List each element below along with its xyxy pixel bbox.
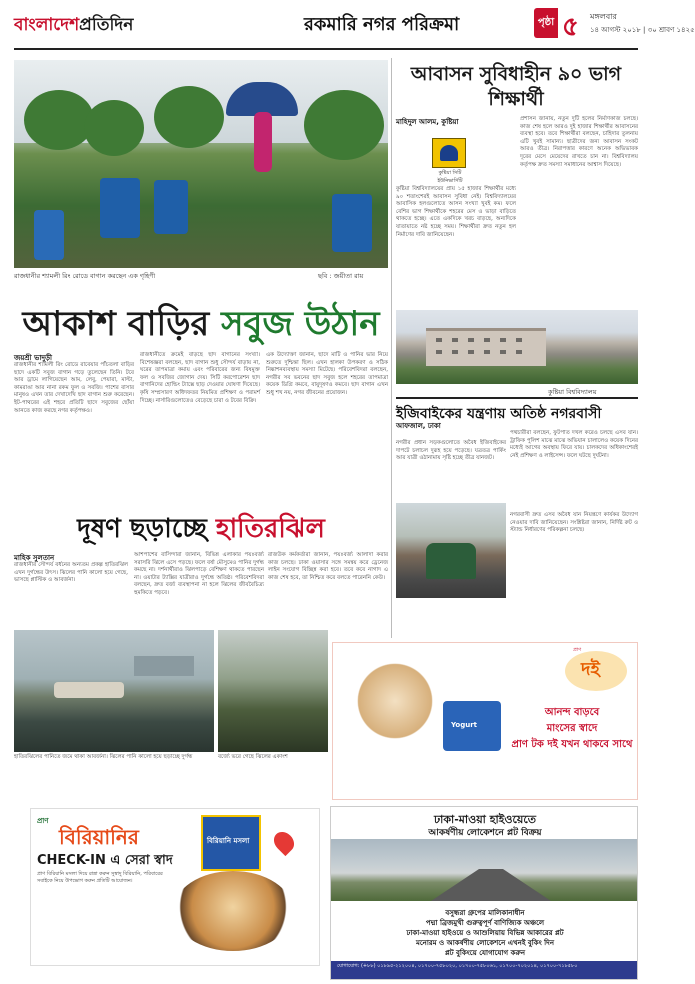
ezbike-photo xyxy=(396,503,506,598)
page-label: পৃষ্ঠা xyxy=(534,8,558,38)
campus-photo xyxy=(396,310,638,384)
hatirjheel-byline: মাহিক সুলতান xyxy=(14,554,55,562)
ezbike-byline: আফজাল, ঢাকা xyxy=(396,422,441,430)
hatirjheel-headline-part1: দূষণ ছড়াচ্ছে xyxy=(77,514,207,544)
rooftop-headline-part1: আকাশ বাড়ির xyxy=(22,304,210,344)
rooftop-photo-caption: রাজধানীর শ্যামলী রিং রোডে বাগান করছেন এক গৃহিণী xyxy=(14,272,156,280)
ezbike-headline: ইজিবাইকের যন্ত্রণায় অতিষ্ঠ নগরবাসী xyxy=(396,397,638,426)
hatirjheel-headline xyxy=(14,508,388,552)
column-divider xyxy=(391,58,392,638)
hatirjheel-headline-part2: হাতিরঝিল xyxy=(215,514,325,544)
rooftop-photo-credit: ছবি : জয়ীতা রায় xyxy=(318,272,364,280)
dhaka-mawa-plot-advertisement[interactable] xyxy=(330,806,638,980)
yogurt-cup-label: Yogurt xyxy=(451,721,478,729)
brand-part2: প্রতিদিন xyxy=(79,15,134,35)
housing-body-col1: কুষ্টিয়া বিশ্ববিদ্যালয়ের প্রায় ১৫ হাজার শিক্ষার্থীর মধ্যে ৯০ শতাংশেরই আবাসন সুবিধা নেই। বিশ্ববিদ্যালয়ের আবাসিক হলগুলোতে আসন সংখ্যা খুবই কম। ফলে বেশির ভাগ শিক্ষার্থীকে শহরের মেস ও ভাড়া বাড়িতে থাকতে হচ্ছে। এতে একদিকে খরচ বাড়ছে, অন্যদিকে যাতায়াতে নষ্ট হচ্ছে সময়। শিক্ষার্থীরা দ্রুত নতুন হল নির্মাণের দাবি জানিয়েছেন। xyxy=(396,186,516,238)
mawa-ad-title: ঢাকা-মাওয়া হাইওয়েতে xyxy=(433,813,537,826)
spice-box-label: বিরিয়ানি মসলা xyxy=(207,837,250,845)
hatirjheel-body-col1: রাজধানীর সৌন্দর্য বর্ধনের অন্যতম প্রকল্প হাতিরঝিল এখন দুর্গন্ধের উৎস। ঝিলের পানি কালো হয়ে গেছে, ভাসছে প্লাস্টিক ও আবর্জনা। xyxy=(14,562,128,584)
masthead xyxy=(14,6,695,50)
doi-logo-text: দই xyxy=(581,659,600,680)
newspaper-brand xyxy=(14,12,133,40)
doi-brand: প্রাণ xyxy=(573,647,582,653)
issue-day: মঙ্গলবার xyxy=(590,12,617,21)
hatirjheel-canal-photo xyxy=(218,630,328,752)
biryani-title: বিরিয়ানির xyxy=(59,825,139,849)
doi-tagline-1: আনন্দ বাড়বে xyxy=(544,707,600,718)
university-logo-label: কুষ্টিয়া সিটি ইউনিভার্সিটি xyxy=(437,170,463,184)
biryani-checkin: CHECK-IN এ সেরা স্বাদ xyxy=(37,853,173,868)
location-pin-icon xyxy=(270,828,298,856)
doi-tagline-2: মাংসের স্বাদে xyxy=(546,723,598,734)
rooftop-body-col2: রাজধানীতে ক্রমেই বাড়ছে ছাদ বাগানের সংখ্যা। বিশেষজ্ঞরা বলছেন, ছাদ বাগান শুধু সৌন্দর্য বাড়ায় না, ঘরের তাপমাত্রা কমায় এবং পরিবারের জন্য বিষমুক্ত ফল ও সবজির জোগান দেয়। সিটি করপোরেশন ছাদ বাগানিদের হোল্ডিং ট্যাক্সে ছাড় দেওয়ার ঘোষণা দিয়েছে। কৃষি সম্প্রসারণ অধিদফতর নিয়মিত প্রশিক্ষণ ও পরামর্শ দিচ্ছে। নার্সারিগুলোতেও বেড়েছে চারা ও টবের বিক্রি। xyxy=(140,352,260,404)
rooftop-headline-part2: সবুজ উঠান xyxy=(221,304,380,344)
food-plate-image xyxy=(349,661,441,741)
pran-biryani-advertisement[interactable] xyxy=(30,808,320,966)
housing-headline: আবাসন সুবিধাহীন ৯০ ভাগ শিক্ষার্থী xyxy=(410,63,622,110)
hatirjheel-body-col3: রাজউক কর্মকর্তারা জানান, পয়ঃবর্জ্য আলাদা করার কাজ চলছে। ঢাকা ওয়াসার সঙ্গে সমন্বয় করে ড্রেনেজ লাইন সংযোগ বিচ্ছিন্ন করা হবে। তবে কবে নাগাদ এ কাজ শেষ হবে, তা নিশ্চিত করে বলতে পারেননি কেউ। xyxy=(268,552,388,581)
hatirjheel-body-col2: আশপাশের বাসিন্দারা জানান, বিভিন্ন এলাকার পয়ঃবর্জ্য সরাসরি ঝিলে এসে পড়ছে। ফলে বর্ষা মৌসুমেও পানির দুর্গন্ধ কমছে না। দর্শনার্থীরাও ঝিলপাড়ে বেশিক্ষণ থাকতে পারছেন না। ওয়াটার ট্যাক্সির যাত্রীরাও দুর্গন্ধে অতিষ্ঠ। পরিবেশবিদরা বলছেন, দ্রুত বর্জ্য ব্যবস্থাপনা না হলে ঝিলের জীববৈচিত্র্য হুমকিতে পড়বে। xyxy=(134,552,264,596)
biryani-subtitle: প্রাণ বিরিয়ানি মসলা দিয়ে রান্না করুন সুস্বাদু বিরিয়ানি, পরিবারের সবাইকে নিয়ে উপভোগ করুন প্রতিটি আয়োজন। xyxy=(37,871,163,884)
rooftop-headline xyxy=(14,298,388,355)
rooftop-garden-photo xyxy=(14,60,388,268)
ezbike-body-col1: নগরীর প্রধান সড়কগুলোতে অবৈধ ইজিবাইকের দাপটে চলাচল দুরূহ হয়ে পড়েছে। যত্রতত্র পার্কিং আর যাত্রী ওঠানামায় সৃষ্টি হচ্ছে তীব্র যানজট। xyxy=(396,440,506,462)
rooftop-body-col3: এক উদ্যোক্তা জানান, ছাদে মাটি ও পানির ভার নিয়ে শুরুতে দুশ্চিন্তা ছিল। এখন হালকা উপকরণ ও সঠিক নিষ্কাশনব্যবস্থায় সমস্যা মিটেছে। পরিবেশবিদরা বলছেন, নগরীর সব ভবনের ছাদ সবুজ হলে শহরের তাপমাত্রা কয়েক ডিগ্রি কমবে, বায়ুদূষণও কমবে। ছাদ বাগান এখন শুধু শখ নয়, নগর জীবনের প্রয়োজন। xyxy=(266,352,388,396)
biryani-bowl-image xyxy=(173,871,293,951)
biryani-brand: প্রাণ xyxy=(37,817,49,825)
mawa-ad-line-1: বসুন্ধরা গ্রুপের মালিকানাধীন xyxy=(445,909,525,917)
hatirjheel-lake-photo xyxy=(14,630,214,752)
ezbike-body-col2: পথচারীরা বলছেন, ফুটপাত দখল করেও চলছে এসব যান। ট্রাফিক পুলিশ মাঝে মাঝে অভিযান চালালেও কয়েক দিনের মধ্যেই আগের অবস্থায় ফিরে যায়। চালকদের অধিকাংশেরই নেই প্রশিক্ষণ ও লাইসেন্স। ফলে ঘটছে দুর্ঘটনা। xyxy=(510,430,638,459)
mawa-ad-contact: যোগাযোগ: (+৮৮) ০১৮৯৫-২১২০০৪, ০১৭০০-৭৫৮০২০, ০১৭০০-৭৫৮০৬১, ০১৭০০-৭০২০১৪, ০১৭০০-৭১৮৫৮০ xyxy=(331,961,637,979)
ezbike-body-col3: নগরবাসী দ্রুত এসব অবৈধ যান নিয়ন্ত্রণে কার্যকর উদ্যোগ নেওয়ার দাবি জানিয়েছেন। সংশ্লিষ্টরা জানান, নির্দিষ্ট রুট ও স্ট্যান্ড নির্ধারণের পরিকল্পনা চলছে। xyxy=(510,512,638,534)
doi-tagline-3: প্রাণ টক দই যখন থাকবে সাথে xyxy=(511,739,633,750)
page-number: ৫ xyxy=(562,12,579,42)
mawa-ad-line-3: ঢাকা-মাওয়া হাইওয়ে ও আশুলিয়ায় বিভিন্ন আকারের প্লট xyxy=(406,929,564,937)
section-title: রকমারি নগর পরিক্রমা xyxy=(304,14,460,35)
issue-date: ১৪ আগস্ট ২০১৮ | ৩০ শ্রাবণ ১৪২৫ xyxy=(590,26,695,34)
rooftop-byline: জয়শ্রী ভাদুড়ী xyxy=(14,354,53,362)
canal-photo-caption: বর্জ্যে ভরে গেছে ঝিলের একাংশ xyxy=(218,754,288,760)
mawa-ad-line-4: মনোরম ও আকর্ষণীয় লোকেশনে এখনই বুকিং দিন xyxy=(415,939,555,947)
pran-doi-advertisement[interactable] xyxy=(332,642,638,800)
mawa-ad-line-2: পদ্মা ব্রিজমুখী গুরুত্বপূর্ণ বাণিজ্যিক অঞ্চলে xyxy=(425,919,545,927)
mawa-ad-subtitle: আকর্ষণীয় লোকেশনে প্লট বিক্রয় xyxy=(428,828,542,838)
rooftop-body-col1: রাজধানীর শ্যামলী রিং রোডে রাবেয়ার পাঁচতলা বাড়ির ছাদে একটি সবুজ বাগান গড়ে তুলেছেন তিনি। টবে আর ড্রামে লাগিয়েছেন আম, লেবু, পেয়ারা, মাল্টা, কামরাঙা আর নানা রকম ফুল ও সবজি। পাশের বাসার মানুষও এখন তার দেখাদেখি ছাদ বাগান শুরু করেছেন। ইট-পাথরের এই শহরে প্রতিটি ছাদে সবুজের ছোঁয়া আনতে কাজ করছে নগর কর্তৃপক্ষও। xyxy=(14,362,134,414)
mawa-ad-line-5: প্লট বুকিংয়ে যোগাযোগ করুন xyxy=(444,949,526,957)
lake-photo-caption: হাতিরঝিলের পানিতে জমে থাকা আবর্জনা। ঝিলের পানি কালো হয়ে ছড়াচ্ছে দুর্গন্ধ xyxy=(14,754,193,760)
housing-body-col2: প্রশাসন জানায়, নতুন দুটি হলের নির্মাণকাজ চলছে। কাজ শেষ হলে আরও দুই হাজার শিক্ষার্থীর আবাসনের ব্যবস্থা হবে। তবে শিক্ষার্থীরা বলছেন, চাহিদার তুলনায় এটি খুবই সামান্য। ছাত্রীদের জন্য আবাসন সংকট আরও তীব্র। নিরাপত্তার কারণে অনেক অভিভাবক দূরের মেসে মেয়েদের রাখতে চান না। বিশ্ববিদ্যালয় কর্তৃপক্ষ দ্রুত সমস্যা সমাধানের আশ্বাস দিয়েছে। xyxy=(520,116,638,168)
campus-photo-caption: কুষ্টিয়া বিশ্ববিদ্যালয় xyxy=(548,388,597,396)
highway-photo xyxy=(331,839,637,901)
brand-part1: বাংলাদেশ xyxy=(14,15,80,35)
housing-byline: মাহিদুল আলম, কুষ্টিয়া xyxy=(396,118,459,126)
